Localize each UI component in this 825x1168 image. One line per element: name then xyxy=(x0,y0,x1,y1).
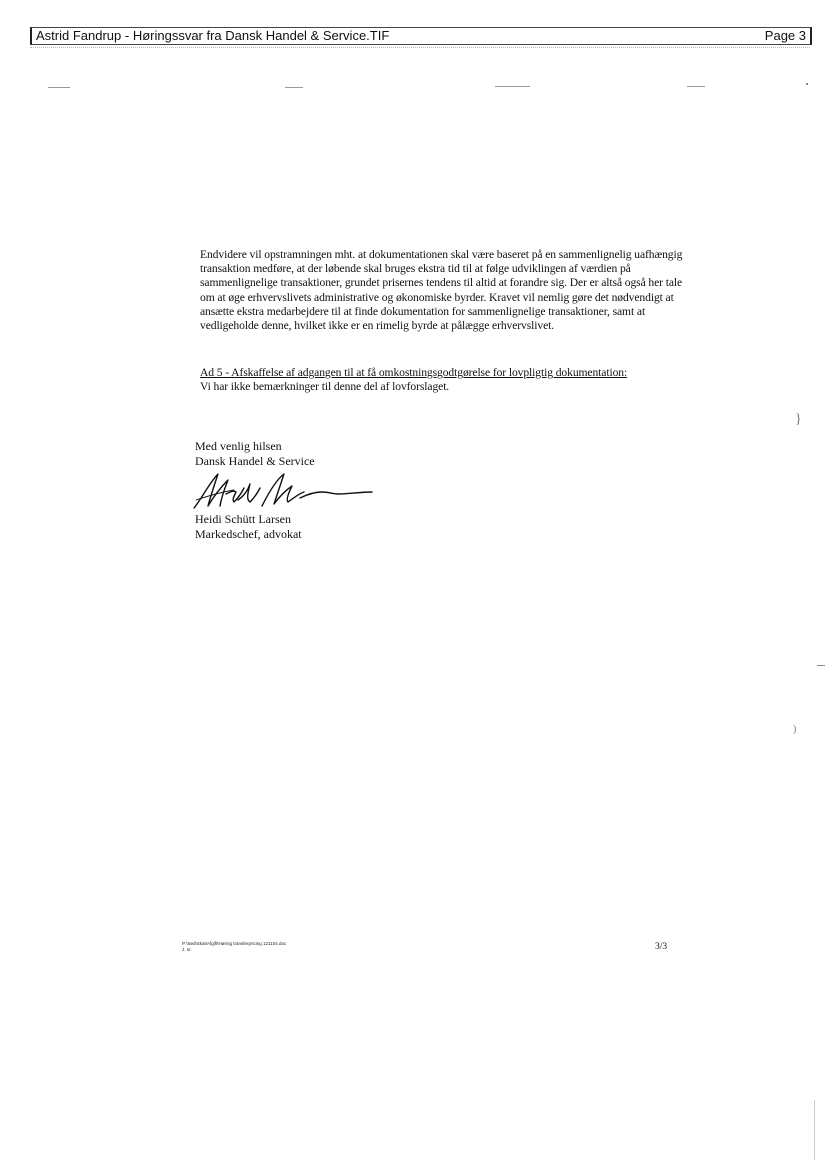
document-title: Astrid Fandrup - Høringssvar fra Dansk Handel & Service.TIF xyxy=(36,28,390,43)
scan-artifact xyxy=(806,83,808,85)
signer-name: Heidi Schütt Larsen xyxy=(195,512,291,526)
signer-title: Markedschef, advokat xyxy=(195,526,302,541)
footer-file-path xyxy=(182,941,286,952)
paragraph-text: Endvidere vil opstramningen mht. at dokumentationen skal være baseret på en sammenlignelig uafhængig transaktion medføre, at der løbende skal bruges ekstra tid til at følge udviklingen af værdien på sammenlignelige transaktioner, grundet prisernes tendens til altid at forandre sig. Der er altså også her tale om at øge erhvervslivets administrative og økonomiske byrder. Kravet vil nemlig gøre det nødvendigt at ansætte ekstra medarbejdere til at finde dokumentation for sammenlignelige transaktioner, samt at vedligeholde denne, hvilket ikke er en rimelig byrde at pålægge erhvervslivet. xyxy=(200,248,683,333)
section-heading: Ad 5 - Afskaffelse af adgangen til at få omkostningsgodtgørelse for lovpligtig dokumentation: xyxy=(200,366,628,379)
header-bar xyxy=(30,27,812,45)
scan-artifact xyxy=(814,1100,815,1160)
journal-number: J. nr. xyxy=(182,946,192,952)
page-number: Page 3 xyxy=(764,28,806,43)
greeting: Med venlig hilsen xyxy=(195,439,282,453)
file-path: P:\Sed\Skat\Afgift\Høring transferpricing 121104.doc xyxy=(182,941,287,946)
section-5 xyxy=(200,366,700,394)
closing-block xyxy=(195,439,315,468)
footer-page-number: 3/3 xyxy=(655,942,668,952)
scan-artifact xyxy=(285,87,303,88)
header-rule xyxy=(30,47,810,48)
section-text: Vi har ikke bemærkninger til denne del af lovforslaget. xyxy=(200,380,450,394)
body-paragraph xyxy=(200,248,695,333)
handwritten-signature xyxy=(188,470,378,515)
scan-artifact: ) xyxy=(793,724,797,735)
scan-artifact xyxy=(817,665,825,666)
scan-artifact xyxy=(48,87,70,88)
scan-artifact xyxy=(495,86,530,87)
signer-block xyxy=(195,512,302,541)
organization-name: Dansk Handel & Service xyxy=(195,453,315,468)
scan-artifact: } xyxy=(795,412,802,427)
scan-artifact xyxy=(687,86,705,87)
